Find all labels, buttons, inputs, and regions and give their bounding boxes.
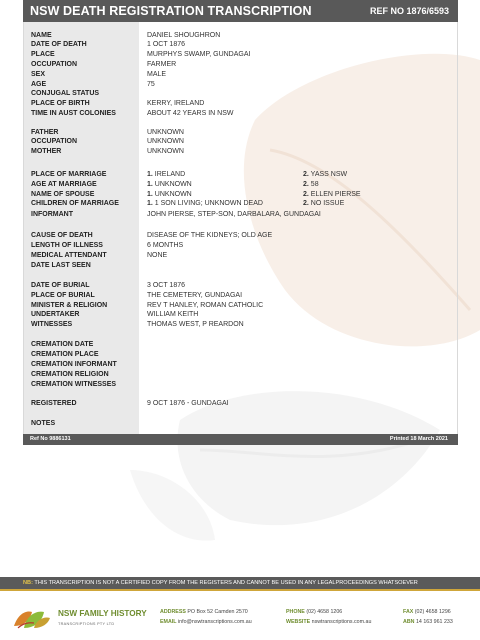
- field-row: [24, 301, 457, 310]
- field-row: [24, 261, 457, 270]
- marriage-value-1: 1 SON LIVING; UNKNOWN DEAD: [154, 200, 263, 207]
- field-label: REGISTERED: [31, 400, 77, 407]
- email-value[interactable]: info@nswtranscriptions.com.au: [177, 619, 252, 625]
- marriage-number-1: 1.: [147, 181, 153, 188]
- field-label: CONJUGAL STATUS: [31, 90, 100, 97]
- address-value: PO Box 52 Camden 2570: [187, 609, 248, 615]
- field-row: [24, 231, 457, 240]
- marriage-value-2: YASS NSW: [310, 171, 348, 178]
- field-value: WILLIAM KEITH: [147, 311, 199, 318]
- marriage-value-2: NO ISSUE: [310, 200, 345, 207]
- transcription-sheet: [23, 0, 458, 448]
- field-value: 1 OCT 1876: [147, 41, 186, 48]
- document-header: [23, 0, 458, 22]
- field-value-2: [303, 190, 361, 199]
- field-value: UNKNOWN: [147, 138, 184, 145]
- field-value: FARMER: [147, 61, 177, 68]
- abn-label: ABN: [403, 619, 415, 625]
- field-label: UNDERTAKER: [31, 311, 80, 318]
- document-title: NSW DEATH REGISTRATION TRANSCRIPTION: [30, 4, 312, 18]
- field-value: 75: [147, 81, 155, 88]
- field-row: [24, 137, 457, 146]
- field-label: CREMATION RELIGION: [31, 371, 109, 378]
- field-row: [24, 89, 457, 98]
- field-label: AGE: [31, 81, 47, 88]
- field-label: CHILDREN OF MARRIAGE: [31, 200, 119, 207]
- field-value: THE CEMETERY, GUNDAGAI: [147, 292, 243, 299]
- email-label: EMAIL: [160, 619, 177, 625]
- company-subtitle: TRANSCRIPTIONS PTY LTD: [58, 622, 115, 626]
- field-row: [24, 70, 457, 79]
- fax-value: (02) 4658 1296: [414, 609, 451, 615]
- website-line: [286, 619, 371, 625]
- field-label: MINISTER & RELIGION: [31, 302, 108, 309]
- field-label: CREMATION PLACE: [31, 351, 99, 358]
- marriage-number-2: 2.: [303, 200, 309, 207]
- field-value: NONE: [147, 252, 168, 259]
- phone-value: (02) 4658 1206: [306, 609, 343, 615]
- field-row: [24, 399, 457, 408]
- abn-line: [403, 619, 453, 625]
- field-row: [24, 320, 457, 329]
- field-value: [147, 199, 263, 208]
- field-label: DATE LAST SEEN: [31, 262, 91, 269]
- marriage-number-2: 2.: [303, 181, 309, 188]
- field-value: UNKNOWN: [147, 129, 184, 136]
- abn-value: 14 163 961 233: [415, 619, 453, 625]
- marriage-row: [24, 199, 457, 208]
- field-label: NOTES: [31, 420, 56, 427]
- field-label: MEDICAL ATTENDANT: [31, 252, 107, 259]
- marriage-value-1: UNKNOWN: [154, 181, 192, 188]
- field-label: DATE OF BURIAL: [31, 282, 90, 289]
- field-row: [24, 340, 457, 349]
- field-value: DISEASE OF THE KIDNEYS; OLD AGE: [147, 232, 273, 239]
- marriage-number-2: 2.: [303, 191, 309, 198]
- field-label: TIME IN AUST COLONIES: [31, 110, 116, 117]
- company-footer: [0, 604, 480, 634]
- company-name: NSW FAMILY HISTORY: [58, 609, 147, 618]
- field-value: THOMAS WEST, P REARDON: [147, 321, 244, 328]
- marriage-value-1: UNKNOWN: [154, 191, 192, 198]
- field-label: OCCUPATION: [31, 61, 78, 68]
- marriage-value-1: IRELAND: [154, 171, 186, 178]
- field-row: [24, 31, 457, 40]
- field-value: 6 MONTHS: [147, 242, 184, 249]
- field-value: [147, 190, 192, 199]
- field-row: [24, 128, 457, 137]
- marriage-number-1: 1.: [147, 200, 153, 207]
- field-label: INFORMANT: [31, 211, 73, 218]
- field-label: PLACE OF BIRTH: [31, 100, 90, 107]
- field-row: [24, 370, 457, 379]
- field-label: MOTHER: [31, 148, 62, 155]
- field-label: CREMATION INFORMANT: [31, 361, 117, 368]
- field-label: NAME: [31, 32, 52, 39]
- field-label: OCCUPATION: [31, 138, 78, 145]
- field-row: [24, 147, 457, 156]
- reference-number: REF NO 1876/6593: [369, 6, 449, 16]
- website-label: WEBSITE: [286, 619, 311, 625]
- fax-label: FAX: [403, 609, 414, 615]
- phone-line: [286, 609, 342, 615]
- company-logo-leaves: [12, 606, 52, 630]
- field-value: DANIEL SHOUGHRON: [147, 32, 221, 39]
- field-row: [24, 210, 457, 219]
- footer-ref-number: Ref No 9886131: [30, 436, 71, 442]
- field-label: NAME OF SPOUSE: [31, 191, 95, 198]
- field-row: [24, 251, 457, 260]
- disclaimer-bar: [0, 577, 480, 589]
- marriage-row: [24, 180, 457, 189]
- field-label: PLACE: [31, 51, 55, 58]
- field-row: [24, 40, 457, 49]
- gold-divider: [0, 589, 480, 591]
- field-value: MURPHYS SWAMP, GUNDAGAI: [147, 51, 251, 58]
- website-value[interactable]: nswtranscriptions.com.au: [311, 619, 372, 625]
- field-value: 9 OCT 1876 - GUNDAGAI: [147, 400, 229, 407]
- email-line: [160, 619, 252, 625]
- field-row: [24, 241, 457, 250]
- field-value-2: [303, 180, 319, 189]
- marriage-value-2: ELLEN PIERSE: [310, 191, 361, 198]
- disclaimer-prefix: NB:: [23, 580, 33, 586]
- marriage-number-1: 1.: [147, 171, 153, 178]
- field-value: ABOUT 42 YEARS IN NSW: [147, 110, 234, 117]
- field-row: [24, 60, 457, 69]
- address-label: ADDRESS: [160, 609, 186, 615]
- marriage-number-1: 1.: [147, 191, 153, 198]
- field-label: SEX: [31, 71, 46, 78]
- field-label: PLACE OF MARRIAGE: [31, 171, 107, 178]
- marriage-number-2: 2.: [303, 171, 309, 178]
- record-body: [23, 22, 458, 434]
- address-line: [160, 609, 248, 615]
- phone-label: PHONE: [286, 609, 305, 615]
- field-row: [24, 360, 457, 369]
- company-brand: [58, 610, 147, 628]
- field-row: [24, 109, 457, 118]
- field-label: CREMATION WITNESSES: [31, 381, 117, 388]
- field-label: PLACE OF BURIAL: [31, 292, 95, 299]
- field-row: [24, 99, 457, 108]
- field-row: [24, 419, 457, 428]
- field-label: CREMATION DATE: [31, 341, 94, 348]
- field-row: [24, 50, 457, 59]
- field-label: LENGTH OF ILLNESS: [31, 242, 103, 249]
- field-value-2: [303, 199, 344, 208]
- field-label: AGE AT MARRIAGE: [31, 181, 97, 188]
- field-value: JOHN PIERSE, STEP-SON, DARBALARA, GUNDAGAI: [147, 211, 321, 218]
- field-value: KERRY, IRELAND: [147, 100, 205, 107]
- field-value: UNKNOWN: [147, 148, 184, 155]
- field-row: [24, 350, 457, 359]
- field-label: CAUSE OF DEATH: [31, 232, 93, 239]
- field-value-2: [303, 170, 347, 179]
- printed-date: Printed 18 March 2021: [389, 436, 448, 442]
- field-row: [24, 380, 457, 389]
- field-value: [147, 170, 185, 179]
- marriage-row: [24, 170, 457, 179]
- field-value: REV T HANLEY, ROMAN CATHOLIC: [147, 302, 264, 309]
- marriage-row: [24, 190, 457, 199]
- field-label: FATHER: [31, 129, 59, 136]
- field-row: [24, 281, 457, 290]
- field-label: DATE OF DEATH: [31, 41, 87, 48]
- field-label: WITNESSES: [31, 321, 73, 328]
- field-value: MALE: [147, 71, 167, 78]
- field-row: [24, 291, 457, 300]
- marriage-value-2: 58: [310, 181, 319, 188]
- field-value: 3 OCT 1876: [147, 282, 186, 289]
- disclaimer-text: [23, 577, 418, 589]
- field-row: [24, 80, 457, 89]
- sheet-footer: [23, 434, 458, 445]
- fax-line: [403, 609, 451, 615]
- field-value: [147, 180, 192, 189]
- disclaimer-body: THIS TRANSCRIPTION IS NOT A CERTIFIED COPY FROM THE REGISTERS AND CANNOT BE USED IN ANY LEGALPROCEEDINGS WHATSOEVER: [32, 580, 418, 586]
- field-row: [24, 310, 457, 319]
